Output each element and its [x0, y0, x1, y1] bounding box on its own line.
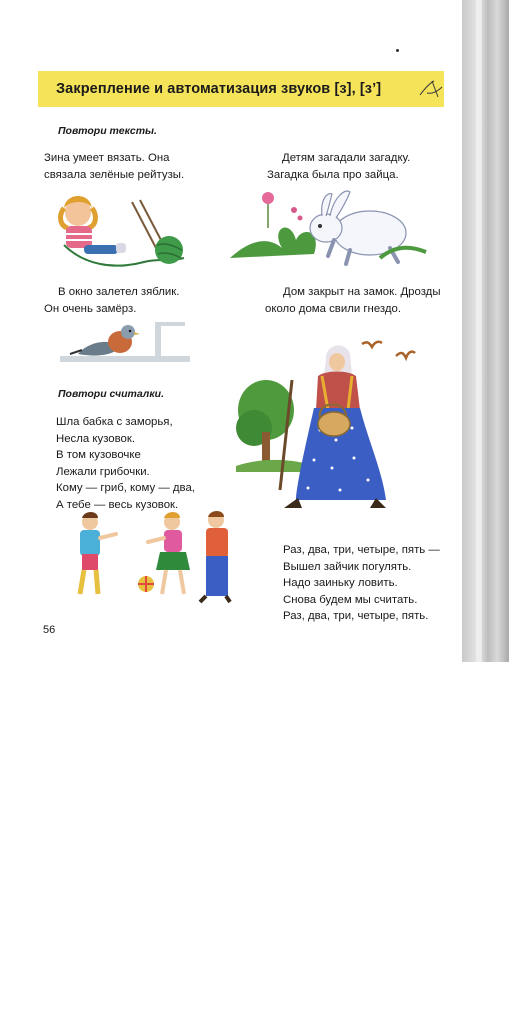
text-line: Лежали грибочки. — [56, 465, 150, 478]
text-zina — [44, 150, 184, 183]
text-line: Раз, два, три, четыре, пять. — [283, 610, 429, 622]
text-line: А тебе — весь кузовок. — [56, 498, 179, 511]
title-banner — [38, 71, 444, 107]
section-heading-texts: Повтори тексты. — [58, 125, 157, 137]
children-counting-illustration — [64, 508, 240, 612]
girl-knitting-illustration — [44, 190, 204, 275]
text-line: Загадка была про зайца. — [267, 168, 399, 181]
text-line: Несла кузовок. — [56, 432, 136, 445]
text-line: Снова будем мы считать. — [283, 593, 418, 606]
text-line: Кому — гриб, кому — два, — [56, 482, 195, 494]
chaffinch-illustration — [60, 320, 190, 374]
rhyme-grandma — [56, 414, 195, 513]
page-title: Закрепление и автоматизация звуков [з], [з’] — [56, 81, 382, 97]
text-house — [265, 284, 441, 317]
text-line: Шла бабка с заморья, — [56, 416, 173, 428]
old-woman-illustration — [236, 340, 406, 516]
rabbit-illustration — [230, 188, 430, 273]
text-finch — [44, 284, 179, 317]
text-line: Вышел зайчик погулять. — [283, 560, 412, 573]
ink-dot — [396, 49, 399, 52]
text-line: В окно залетел зяблик. — [58, 286, 180, 298]
text-line: Зина умеет вязать. Она — [44, 152, 170, 164]
section-heading-rhymes: Повтори считалки. — [58, 388, 164, 400]
text-riddle — [267, 150, 410, 183]
text-line: около дома свили гнездо. — [265, 302, 402, 315]
text-line: В том кузовочке — [56, 449, 141, 461]
rhyme-bunny — [283, 542, 440, 625]
book-binding — [462, 0, 509, 662]
page-number: 56 — [43, 624, 56, 636]
text-line: Дом закрыт на замок. Дрозды — [283, 286, 441, 298]
text-line: Детям загадали загадку. — [282, 152, 411, 164]
text-line: Раз, два, три, четыре, пять — — [283, 544, 440, 556]
book-binding-edge — [476, 0, 482, 662]
text-line: Надо заиньку ловить. — [283, 577, 398, 589]
text-line: связала зелёные рейтузы. — [44, 168, 185, 181]
text-line: Он очень замёрз. — [44, 302, 137, 315]
pen-mark-icon — [418, 77, 444, 103]
